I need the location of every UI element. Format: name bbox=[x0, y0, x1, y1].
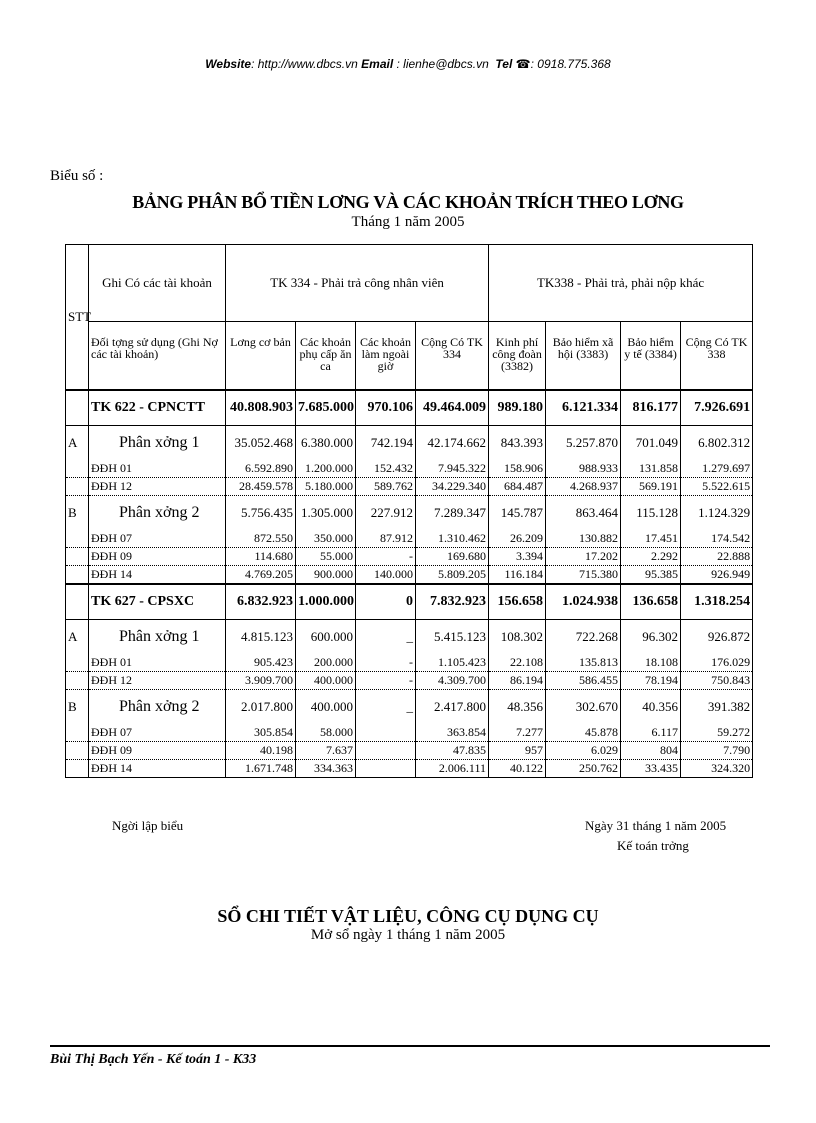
row-value: 569.191 bbox=[621, 477, 681, 495]
table-row bbox=[66, 741, 753, 759]
row-value: 7.945.322 bbox=[416, 460, 489, 478]
row-value: 6.121.334 bbox=[546, 390, 621, 426]
row-label: ĐĐH 01 bbox=[89, 654, 226, 672]
row-value: 35.052.468 bbox=[226, 425, 296, 460]
row-label: ĐĐH 01 bbox=[89, 460, 226, 478]
row-value: 40.198 bbox=[226, 741, 296, 759]
row-stt: B bbox=[66, 495, 89, 530]
row-value: 4.268.937 bbox=[546, 477, 621, 495]
row-value: 114.680 bbox=[226, 547, 296, 565]
row-value: 4.815.123 bbox=[226, 619, 296, 654]
row-value: 22.108 bbox=[489, 654, 546, 672]
doc-subtitle: Tháng 1 năm 2005 bbox=[351, 214, 465, 230]
table-row bbox=[66, 530, 753, 548]
doc2-subtitle: Mở sổ ngày 1 tháng 1 năm 2005 bbox=[310, 927, 506, 943]
row-value: 1.200.000 bbox=[296, 460, 356, 478]
row-value: - bbox=[356, 654, 416, 672]
row-label: Phân xởng 1 bbox=[89, 619, 226, 654]
row-value: 302.670 bbox=[546, 689, 621, 724]
row-value: 116.184 bbox=[489, 565, 546, 584]
table-row bbox=[66, 390, 753, 426]
row-value: 22.888 bbox=[681, 547, 753, 565]
row-value: 42.174.662 bbox=[416, 425, 489, 460]
row-stt bbox=[66, 654, 89, 672]
row-value: 1.024.938 bbox=[546, 584, 621, 620]
row-value: 96.302 bbox=[621, 619, 681, 654]
row-value: 722.268 bbox=[546, 619, 621, 654]
tel-label: Tel bbox=[495, 57, 513, 71]
row-value: 136.658 bbox=[621, 584, 681, 620]
tel-number: : 0918.775.368 bbox=[530, 57, 611, 71]
row-value: 305.854 bbox=[226, 724, 296, 742]
row-value: 1.318.254 bbox=[681, 584, 753, 620]
email-address[interactable]: : lienhe@dbcs.vn bbox=[393, 57, 489, 71]
row-value: 6.592.890 bbox=[226, 460, 296, 478]
table-row bbox=[66, 619, 753, 654]
row-value: 34.229.340 bbox=[416, 477, 489, 495]
row-value: 140.000 bbox=[356, 565, 416, 584]
website-label: Website bbox=[205, 57, 252, 71]
row-stt bbox=[66, 460, 89, 478]
row-value: 843.393 bbox=[489, 425, 546, 460]
row-stt bbox=[66, 565, 89, 584]
row-value: 970.106 bbox=[356, 390, 416, 426]
row-stt: A bbox=[66, 619, 89, 654]
row-label: ĐĐH 12 bbox=[89, 671, 226, 689]
row-value: 324.320 bbox=[681, 759, 753, 777]
row-value: 40.122 bbox=[489, 759, 546, 777]
header-kpcd: Kinh phí công đoàn (3382) bbox=[489, 322, 546, 390]
row-value: 6.832.923 bbox=[226, 584, 296, 620]
row-value: 701.049 bbox=[621, 425, 681, 460]
row-value: 1.124.329 bbox=[681, 495, 753, 530]
header-ngoaigio: Các khoản làm ngoài giờ bbox=[356, 322, 416, 390]
table-row bbox=[66, 671, 753, 689]
row-label: ĐĐH 09 bbox=[89, 547, 226, 565]
row-value: 156.658 bbox=[489, 584, 546, 620]
row-value: 804 bbox=[621, 741, 681, 759]
row-value: 59.272 bbox=[681, 724, 753, 742]
header-account: Ghi Có các tài khoản bbox=[89, 245, 226, 322]
row-stt bbox=[66, 671, 89, 689]
row-value: 0 bbox=[356, 584, 416, 620]
row-value: 169.680 bbox=[416, 547, 489, 565]
row-value: 1.305.000 bbox=[296, 495, 356, 530]
row-value bbox=[356, 759, 416, 777]
table-row bbox=[66, 584, 753, 620]
row-stt bbox=[66, 390, 89, 426]
header-cong334: Cộng Có TK 334 bbox=[416, 322, 489, 390]
row-value: 45.878 bbox=[546, 724, 621, 742]
row-label: TK 622 - CPNCTT bbox=[89, 390, 226, 426]
row-value: 863.464 bbox=[546, 495, 621, 530]
row-value: 2.292 bbox=[621, 547, 681, 565]
row-value: 227.912 bbox=[356, 495, 416, 530]
row-value: 6.380.000 bbox=[296, 425, 356, 460]
row-value: 26.209 bbox=[489, 530, 546, 548]
header-tk334: TK 334 - Phải trả công nhân viên bbox=[226, 245, 489, 322]
row-value: 1.310.462 bbox=[416, 530, 489, 548]
row-value: 7.832.923 bbox=[416, 584, 489, 620]
row-stt: B bbox=[66, 689, 89, 724]
table-row bbox=[66, 495, 753, 530]
header-phucap: Các khoản phụ cấp ăn ca bbox=[296, 322, 356, 390]
row-value: 926.949 bbox=[681, 565, 753, 584]
table-row bbox=[66, 759, 753, 777]
header-bhxh: Bảo hiểm xã hội (3383) bbox=[546, 322, 621, 390]
table-row bbox=[66, 547, 753, 565]
row-stt bbox=[66, 724, 89, 742]
row-value: 40.356 bbox=[621, 689, 681, 724]
table-row bbox=[66, 425, 753, 460]
salary-allocation-table bbox=[65, 244, 753, 778]
row-value: 6.802.312 bbox=[681, 425, 753, 460]
doc2-title: SỔ CHI TIẾT VẬT LIỆU, CÔNG CỤ DỤNG CỤ bbox=[217, 906, 599, 926]
row-label: Phân xởng 2 bbox=[89, 495, 226, 530]
row-value: 957 bbox=[489, 741, 546, 759]
row-value: 86.194 bbox=[489, 671, 546, 689]
row-value: 5.809.205 bbox=[416, 565, 489, 584]
row-value: 7.637 bbox=[296, 741, 356, 759]
row-value: 158.906 bbox=[489, 460, 546, 478]
header-object: Đối tợng sử dụng (Ghi Nợ các tài khoản) bbox=[89, 322, 226, 390]
row-value: 989.180 bbox=[489, 390, 546, 426]
row-label: ĐĐH 14 bbox=[89, 565, 226, 584]
row-value: _ bbox=[356, 619, 416, 654]
row-value: 17.202 bbox=[546, 547, 621, 565]
row-value: 7.790 bbox=[681, 741, 753, 759]
row-value: 7.277 bbox=[489, 724, 546, 742]
row-value: 130.882 bbox=[546, 530, 621, 548]
row-value: 926.872 bbox=[681, 619, 753, 654]
row-value: 715.380 bbox=[546, 565, 621, 584]
row-value: 7.685.000 bbox=[296, 390, 356, 426]
row-value: 750.843 bbox=[681, 671, 753, 689]
header-tk338: TK338 - Phải trả, phải nộp khác bbox=[489, 245, 753, 322]
row-value: 18.108 bbox=[621, 654, 681, 672]
row-value: 1.279.697 bbox=[681, 460, 753, 478]
header-cong338: Cộng Có TK 338 bbox=[681, 322, 753, 390]
row-value: 5.180.000 bbox=[296, 477, 356, 495]
row-value: 6.029 bbox=[546, 741, 621, 759]
row-stt bbox=[66, 759, 89, 777]
row-stt bbox=[66, 530, 89, 548]
row-value: 905.423 bbox=[226, 654, 296, 672]
row-stt: A bbox=[66, 425, 89, 460]
row-value: 47.835 bbox=[416, 741, 489, 759]
row-value: 400.000 bbox=[296, 689, 356, 724]
table-row bbox=[66, 477, 753, 495]
row-stt bbox=[66, 584, 89, 620]
row-value bbox=[356, 741, 416, 759]
prepared-by-label: Ngời lập biểu bbox=[112, 818, 184, 833]
row-label: ĐĐH 12 bbox=[89, 477, 226, 495]
row-value: _ bbox=[356, 689, 416, 724]
row-value: 600.000 bbox=[296, 619, 356, 654]
row-value: 742.194 bbox=[356, 425, 416, 460]
table-row bbox=[66, 689, 753, 724]
header-stt: STT bbox=[66, 245, 89, 390]
row-value: 988.933 bbox=[546, 460, 621, 478]
row-value: 135.813 bbox=[546, 654, 621, 672]
table-row bbox=[66, 724, 753, 742]
sign-date: Ngày 31 tháng 1 năm 2005 bbox=[585, 818, 727, 833]
form-number-label: Biểu số : bbox=[50, 168, 104, 184]
row-value: 1.671.748 bbox=[226, 759, 296, 777]
row-value: 334.363 bbox=[296, 759, 356, 777]
row-value: 115.128 bbox=[621, 495, 681, 530]
row-value: 350.000 bbox=[296, 530, 356, 548]
row-value: 49.464.009 bbox=[416, 390, 489, 426]
row-value: 28.459.578 bbox=[226, 477, 296, 495]
row-value: 176.029 bbox=[681, 654, 753, 672]
row-stt bbox=[66, 477, 89, 495]
row-stt bbox=[66, 741, 89, 759]
row-value: 108.302 bbox=[489, 619, 546, 654]
row-value: 95.385 bbox=[621, 565, 681, 584]
row-label: Phân xởng 1 bbox=[89, 425, 226, 460]
row-value: 2.017.800 bbox=[226, 689, 296, 724]
row-value: 816.177 bbox=[621, 390, 681, 426]
footer-divider bbox=[50, 1045, 770, 1047]
row-value: 5.257.870 bbox=[546, 425, 621, 460]
row-value: 586.455 bbox=[546, 671, 621, 689]
row-value: 152.432 bbox=[356, 460, 416, 478]
row-label: ĐĐH 07 bbox=[89, 530, 226, 548]
row-value: 5.756.435 bbox=[226, 495, 296, 530]
row-value: 5.522.615 bbox=[681, 477, 753, 495]
row-stt bbox=[66, 547, 89, 565]
row-value: 6.117 bbox=[621, 724, 681, 742]
page-footer: Bùi Thị Bạch Yến - Kế toán 1 - K33 bbox=[50, 1052, 257, 1067]
chief-accountant-label: Kế toán trởng bbox=[617, 838, 689, 853]
row-value: 4.309.700 bbox=[416, 671, 489, 689]
row-value: 7.926.691 bbox=[681, 390, 753, 426]
row-value: 5.415.123 bbox=[416, 619, 489, 654]
row-value: 87.912 bbox=[356, 530, 416, 548]
row-value: 131.858 bbox=[621, 460, 681, 478]
row-value: 684.487 bbox=[489, 477, 546, 495]
row-value: 40.808.903 bbox=[226, 390, 296, 426]
table-row bbox=[66, 654, 753, 672]
row-label: Phân xởng 2 bbox=[89, 689, 226, 724]
header-luong: Lơng cơ bản bbox=[226, 322, 296, 390]
row-value: 589.762 bbox=[356, 477, 416, 495]
row-value: 78.194 bbox=[621, 671, 681, 689]
row-value: 4.769.205 bbox=[226, 565, 296, 584]
row-value: 2.417.800 bbox=[416, 689, 489, 724]
row-label: ĐĐH 09 bbox=[89, 741, 226, 759]
row-value: - bbox=[356, 547, 416, 565]
row-value: 363.854 bbox=[416, 724, 489, 742]
row-label: ĐĐH 07 bbox=[89, 724, 226, 742]
row-value: 145.787 bbox=[489, 495, 546, 530]
table-row bbox=[66, 565, 753, 584]
row-value: 250.762 bbox=[546, 759, 621, 777]
row-value: - bbox=[356, 671, 416, 689]
phone-icon: ☎ bbox=[515, 57, 531, 71]
row-value bbox=[356, 724, 416, 742]
row-value: 3.909.700 bbox=[226, 671, 296, 689]
doc-title: BẢNG PHÂN BỔ TIỀN LƠNG VÀ CÁC KHOẢN TRÍCH THEO LƠNG bbox=[132, 192, 684, 212]
row-value: 200.000 bbox=[296, 654, 356, 672]
table-row bbox=[66, 460, 753, 478]
row-value: 48.356 bbox=[489, 689, 546, 724]
row-value: 391.382 bbox=[681, 689, 753, 724]
website-url[interactable]: : http://www.dbcs.vn bbox=[251, 57, 358, 71]
email-label: Email bbox=[361, 57, 394, 71]
row-value: 1.000.000 bbox=[296, 584, 356, 620]
row-value: 174.542 bbox=[681, 530, 753, 548]
row-value: 872.550 bbox=[226, 530, 296, 548]
row-value: 3.394 bbox=[489, 547, 546, 565]
row-value: 900.000 bbox=[296, 565, 356, 584]
row-value: 17.451 bbox=[621, 530, 681, 548]
row-value: 2.006.111 bbox=[416, 759, 489, 777]
row-value: 58.000 bbox=[296, 724, 356, 742]
row-value: 7.289.347 bbox=[416, 495, 489, 530]
row-label: ĐĐH 14 bbox=[89, 759, 226, 777]
header-bhyt: Bảo hiểm y tế (3384) bbox=[621, 322, 681, 390]
row-value: 55.000 bbox=[296, 547, 356, 565]
row-value: 1.105.423 bbox=[416, 654, 489, 672]
page-header bbox=[0, 57, 816, 71]
row-label: TK 627 - CPSXC bbox=[89, 584, 226, 620]
row-value: 33.435 bbox=[621, 759, 681, 777]
row-value: 400.000 bbox=[296, 671, 356, 689]
